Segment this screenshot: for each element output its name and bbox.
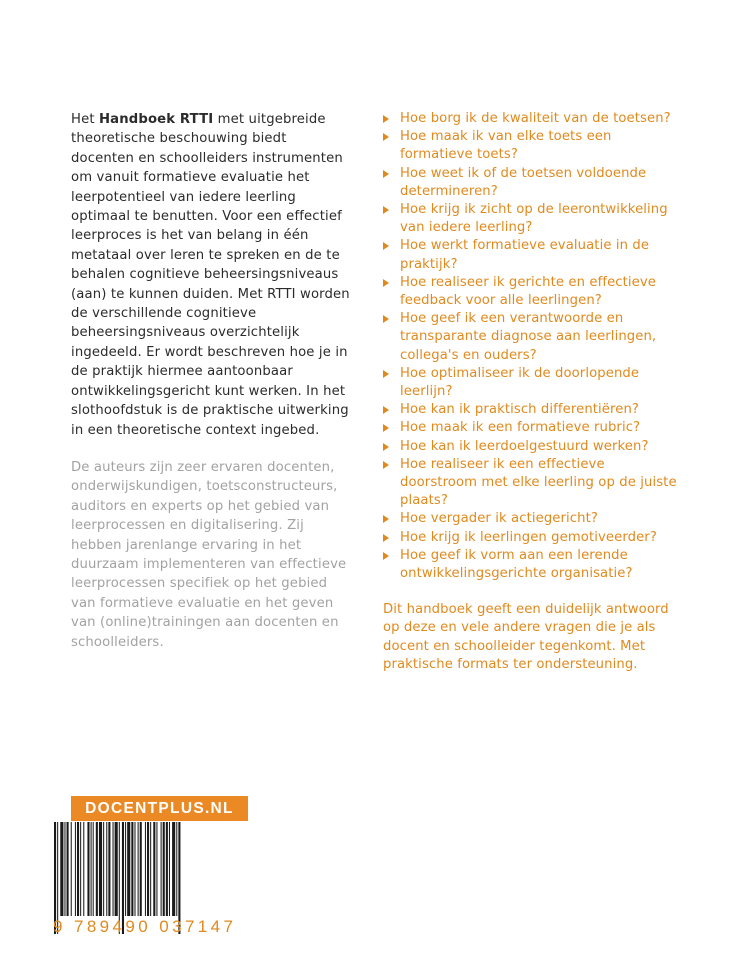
- barcode-bar: [176, 822, 177, 916]
- question-text: Hoe kan ik praktisch differentiëren?: [400, 402, 640, 418]
- question-text: Hoe werkt formatieve evaluatie in de praktijk?: [400, 238, 650, 272]
- barcode-bar: [87, 822, 89, 916]
- question-text: Hoe vergader ik actiegericht?: [400, 511, 598, 527]
- triangle-bullet-icon: [383, 534, 389, 542]
- question-item: [383, 547, 683, 583]
- question-text: Hoe weet ik of de toetsen voldoende determineren?: [400, 165, 647, 199]
- triangle-bullet-icon: [383, 170, 389, 178]
- barcode-bar: [96, 822, 98, 916]
- question-item: [383, 510, 683, 528]
- question-item: [383, 237, 683, 273]
- triangle-bullet-icon: [383, 279, 389, 287]
- triangle-bullet-icon: [383, 115, 389, 123]
- barcode-bar: [145, 822, 146, 916]
- question-text: Hoe borg ik de kwaliteit van de toetsen?: [400, 111, 671, 126]
- barcode-bar: [77, 822, 79, 916]
- barcode-bar: [67, 822, 69, 916]
- right-column: [383, 110, 683, 674]
- triangle-bullet-icon: [383, 443, 389, 451]
- question-text: Hoe realiseer ik gerichte en effectieve feedback voor alle leerlingen?: [400, 274, 656, 309]
- triangle-bullet-icon: [383, 406, 389, 414]
- triangle-bullet-icon: [383, 424, 389, 432]
- barcode-bar: [147, 822, 149, 916]
- barcode-bar: [131, 822, 133, 916]
- barcode-bar: [106, 822, 107, 916]
- barcode-bar: [169, 822, 170, 916]
- barcode-bar: [161, 822, 162, 916]
- barcode-bar: [163, 822, 165, 916]
- question-text: Hoe maak ik een formatieve rubric?: [400, 420, 641, 436]
- closing-paragraph: Dit handboek geeft een duidelijk antwoord op deze en vele andere vragen die je als docent en schoolleider tegenkomt. Met praktische formats ter ondersteuning.: [383, 602, 669, 672]
- barcode-bar: [83, 822, 84, 916]
- question-item: [383, 128, 683, 164]
- authors-paragraph: De auteurs zijn zeer ervaren docenten, onderwijskundigen, toetsconstructeurs, auditors en experts op het gebied van leerprocessen en digitalisering. Zij hebben jarenlange ervaring in het duurzaam implementeren van effectieve leerprocessen specifiek op het gebied van formatieve evaluatie en het geven van (online)trainingen aan docenten en schoolleiders.: [71, 459, 347, 650]
- barcode-bar: [93, 822, 94, 916]
- question-text: Hoe maak ik van elke toets een formatieve toets?: [400, 129, 612, 163]
- barcode-bar: [127, 822, 130, 916]
- description-paragraph: [71, 110, 351, 440]
- barcode-bar: [115, 822, 118, 916]
- question-text: Hoe geef ik vorm aan een lerende ontwikkelingsgerichte organisatie?: [400, 547, 633, 582]
- barcode-bar: [75, 822, 76, 916]
- barcode-bar: [172, 822, 175, 916]
- barcode-bar: [99, 822, 102, 916]
- question-text: Hoe realiseer ik een effectieve doorstroom met elke leerling op de juiste plaats?: [400, 456, 677, 509]
- question-item: [383, 310, 683, 365]
- triangle-bullet-icon: [383, 133, 389, 141]
- question-item: [383, 365, 683, 401]
- triangle-bullet-icon: [383, 461, 389, 469]
- barcode-bar: [108, 822, 110, 916]
- question-list: [383, 110, 683, 583]
- question-item: [383, 529, 683, 547]
- left-column: [71, 110, 351, 652]
- isbn-number: 9 789490 037147: [53, 917, 237, 936]
- barcode-bar: [71, 822, 72, 916]
- triangle-bullet-icon: [383, 515, 389, 523]
- barcode-bar: [60, 822, 63, 916]
- barcode-bar: [80, 822, 81, 916]
- question-text: Hoe optimaliseer ik de doorlopende leerlijn?: [400, 365, 640, 400]
- publisher-label: DOCENTPLUS.NL: [71, 796, 248, 821]
- question-item: [383, 456, 683, 511]
- question-text: Hoe kan ik leerdoelgestuurd werken?: [400, 438, 649, 454]
- barcode-bar: [103, 822, 104, 916]
- question-item: [383, 438, 683, 456]
- description-body: met uitgebreide theoretische beschouwing biedt docenten en schoolleiders instrumenten om vanuit formatieve evaluatie het leerpotentieel van iedere leerling optimaal te benutten. Voor een effectief leerproces is het van belang in één metataal over leren te spreken en de te behalen cognitieve beheersingsniveaus (aan) te kunnen duiden. Met RTTI worden de verschillende cognitieve beheersingsniveaus overzichtelijk ingedeeld. Er wordt beschreven hoe je in de praktijk hiermee aantoonbaar ontwikkelingsgericht kunt werken. In het slothoofdstuk is de praktische uitwerking in een theoretische context ingebed.: [71, 112, 350, 438]
- barcode-bar: [64, 822, 65, 916]
- question-item: [383, 201, 683, 237]
- barcode-bar: [140, 822, 142, 916]
- triangle-bullet-icon: [383, 552, 389, 560]
- barcode-bar: [134, 822, 135, 916]
- triangle-bullet-icon: [383, 315, 389, 323]
- description-prefix: Het: [71, 112, 99, 127]
- question-text: Hoe krijg ik leerlingen gemotiveerder?: [400, 529, 657, 545]
- barcode-bar: [138, 822, 139, 916]
- triangle-bullet-icon: [383, 206, 389, 214]
- barcode-bar: [150, 822, 151, 916]
- question-item: [383, 165, 683, 201]
- question-item: [383, 110, 683, 128]
- barcode-bar: [156, 822, 157, 916]
- question-item: [383, 274, 683, 310]
- triangle-bullet-icon: [383, 370, 389, 378]
- question-text: Hoe krijg ik zicht op de leerontwikkeling van iedere leerling?: [400, 202, 668, 236]
- barcode-bar: [113, 822, 114, 916]
- question-item: [383, 419, 683, 437]
- question-text: Hoe geef ik een verantwoorde en transparante diagnose aan leerlingen, collega's en ouders?: [400, 311, 657, 363]
- book-title: Handboek RTTI: [99, 112, 214, 127]
- barcode-bar: [125, 822, 126, 916]
- question-item: [383, 401, 683, 419]
- barcode-bar: [91, 822, 92, 916]
- barcode-bar: [153, 822, 155, 916]
- triangle-bullet-icon: [383, 242, 389, 250]
- barcode-bar: [166, 822, 168, 916]
